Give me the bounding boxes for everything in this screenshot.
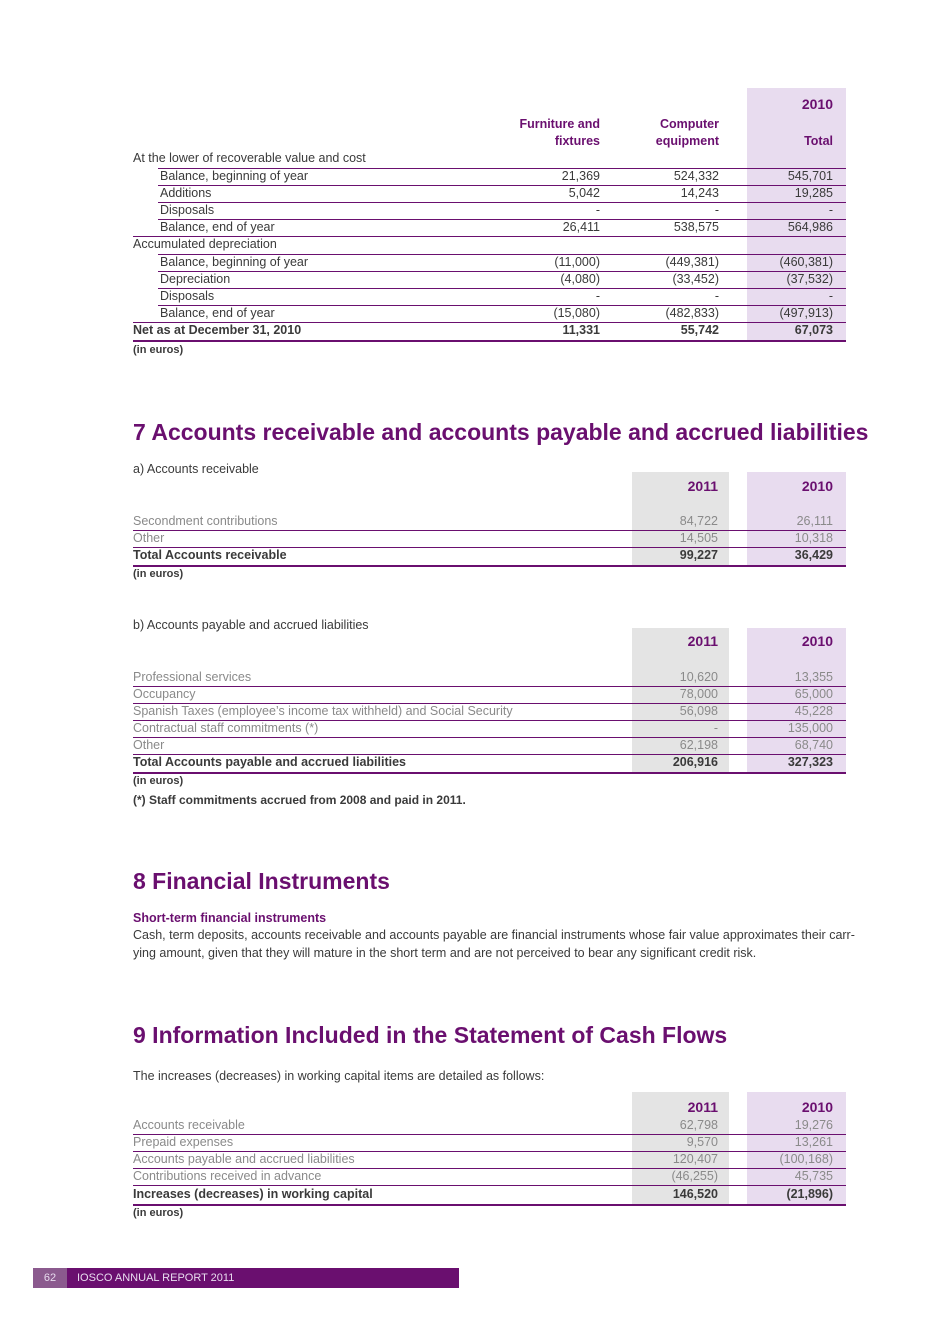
table-row-total [0, 754, 935, 771]
subsection-a-title: a) Accounts receivable [133, 462, 259, 476]
cell-total: (460,381) [779, 255, 833, 269]
row-label: Spanish Taxes (employee’s income tax withheld) and Social Security [133, 704, 513, 718]
row-label: Additions [160, 186, 212, 200]
table-row [0, 185, 935, 202]
cell-computer: 14,243 [680, 186, 719, 200]
row-label: Disposals [160, 289, 215, 303]
col-header-furniture-l2: fixtures [554, 134, 600, 148]
cell-total: 19,285 [794, 186, 833, 200]
cell-2010: 10,318 [794, 531, 833, 545]
cell-2010: 45,228 [794, 704, 833, 718]
year-2011-header: 2011 [687, 1099, 718, 1115]
cell-2011: 84,722 [679, 514, 718, 528]
table-row [0, 219, 935, 236]
table-row [0, 703, 935, 720]
table-row-total [0, 322, 935, 339]
cell-2010: 13,355 [794, 670, 833, 684]
cell-furniture: (11,000) [554, 255, 600, 269]
col-header-computer-l1: Computer [659, 117, 719, 131]
cell-2011: 10,620 [679, 670, 718, 684]
row-label: At the lower of recoverable value and cost [133, 151, 366, 165]
row-label: Accounts payable and accrued liabilities [133, 1152, 355, 1166]
table-row [0, 288, 935, 305]
cell-2010: 36,429 [794, 548, 833, 562]
cell-computer: - [714, 289, 719, 303]
row-label: Other [133, 531, 165, 545]
row-label: Accumulated depreciation [133, 237, 277, 251]
cell-2010: (100,168) [779, 1152, 833, 1166]
cell-furniture: 5,042 [568, 186, 600, 200]
section-8-title: 8 Financial Instruments [133, 868, 390, 894]
cell-total: (497,913) [779, 306, 833, 320]
table-row [0, 1117, 935, 1134]
cell-total: 545,701 [787, 169, 833, 183]
cell-furniture: (4,080) [560, 272, 600, 286]
paragraph-line-1: Cash, term deposits, accounts receivable and accounts payable are financial instruments whose fair value approximates their carr- [133, 928, 855, 942]
cell-furniture: - [595, 289, 600, 303]
cell-2011: 62,198 [679, 738, 718, 752]
table-row [0, 669, 935, 686]
row-label: Professional services [133, 670, 252, 684]
table-row-total [0, 547, 935, 564]
section-9-title: 9 Information Included in the Statement of Cash Flows [133, 1022, 728, 1048]
year-2011-header: 2011 [687, 633, 718, 649]
cell-2011: 78,000 [679, 687, 718, 701]
table-bottom-rule [133, 772, 846, 774]
cell-total: 564,986 [787, 220, 833, 234]
row-label: Increases (decreases) in working capital [133, 1187, 373, 1201]
cell-total: (37,532) [786, 272, 833, 286]
cell-computer: 55,742 [680, 323, 719, 337]
table-row [0, 202, 935, 219]
paragraph-line-2: ying amount, given that they will mature in the short term and are not perceived to bear any significant credit risk. [133, 946, 757, 960]
cell-2011: 9,570 [686, 1135, 718, 1149]
cell-computer: (449,381) [665, 255, 719, 269]
row-label: Contributions received in advance [133, 1169, 322, 1183]
subheading: Short-term financial instruments [133, 911, 327, 925]
cell-2011: (46,255) [671, 1169, 718, 1183]
cell-computer: (33,452) [672, 272, 719, 286]
row-label: Other [133, 738, 165, 752]
table-row [0, 254, 935, 271]
cell-total: 67,073 [794, 323, 833, 337]
cell-computer: (482,833) [665, 306, 719, 320]
cell-2010: 13,261 [794, 1135, 833, 1149]
col-header-total: Total [804, 134, 833, 148]
cell-2010: 68,740 [794, 738, 833, 752]
cell-total: - [828, 203, 833, 217]
table-row-total [0, 1186, 935, 1203]
page-number: 62 [33, 1268, 67, 1288]
year-2010-header: 2010 [801, 633, 833, 649]
section-7-title: 7 Accounts receivable and accounts payable and accrued liabilities [133, 419, 869, 445]
cell-2010: (21,896) [786, 1187, 833, 1201]
cell-2011: - [713, 721, 718, 735]
table-row [0, 150, 935, 167]
row-label: Contractual staff commitments (*) [133, 721, 319, 735]
cell-2011: 14,505 [679, 531, 718, 545]
cell-furniture: 11,331 [562, 323, 600, 337]
cell-furniture: (15,080) [553, 306, 600, 320]
cell-2010: 45,735 [794, 1169, 833, 1183]
cell-computer: - [714, 203, 719, 217]
row-label: Occupancy [133, 687, 196, 701]
table-bottom-rule [133, 340, 846, 342]
cell-computer: 538,575 [673, 220, 719, 234]
table-row [0, 236, 935, 253]
table-bottom-rule [133, 565, 846, 567]
year-2010-header: 2010 [801, 478, 833, 494]
cell-2011: 62,798 [679, 1118, 718, 1132]
cell-2010: 135,000 [787, 721, 833, 735]
table-row [0, 1168, 935, 1185]
footnote: (*) Staff commitments accrued from 2008 and paid in 2011. [133, 793, 466, 807]
col-header-furniture-l1: Furniture and [519, 117, 600, 131]
table-row [0, 737, 935, 754]
unit-note: (in euros) [133, 1207, 184, 1219]
table-row [0, 1151, 935, 1168]
cell-furniture: 21,369 [561, 169, 600, 183]
table-row [0, 305, 935, 322]
table-row [0, 271, 935, 288]
intro-text: The increases (decreases) in working capital items are detailed as follows: [133, 1069, 545, 1083]
report-title: IOSCO ANNUAL REPORT 2011 [77, 1272, 235, 1284]
year-label: 2010 [801, 96, 833, 112]
cell-2011: 99,227 [679, 548, 718, 562]
unit-note: (in euros) [133, 344, 184, 356]
table-bottom-rule [133, 1204, 846, 1206]
cell-2010: 19,276 [794, 1118, 833, 1132]
cell-2011: 206,916 [672, 755, 718, 769]
subsection-b-title: b) Accounts payable and accrued liabilities [133, 618, 369, 632]
row-label: Disposals [160, 203, 215, 217]
row-label: Prepaid expenses [133, 1135, 234, 1149]
row-label: Total Accounts payable and accrued liabilities [133, 755, 406, 769]
col-header-computer-l2: equipment [655, 134, 719, 148]
cell-furniture: 26,411 [562, 220, 600, 234]
year-2010-header: 2010 [801, 1099, 833, 1115]
row-label: Balance, beginning of year [160, 255, 309, 269]
row-label: Secondment contributions [133, 514, 278, 528]
cell-computer: 524,332 [673, 169, 719, 183]
unit-note: (in euros) [133, 775, 184, 787]
row-label: Total Accounts receivable [133, 548, 287, 562]
row-label: Balance, end of year [160, 306, 275, 320]
table-row [0, 530, 935, 547]
row-label: Accounts receivable [133, 1118, 245, 1132]
cell-furniture: - [595, 203, 600, 217]
cell-2011: 120,407 [672, 1152, 718, 1166]
cell-2010: 26,111 [796, 514, 833, 528]
row-label: Depreciation [160, 272, 231, 286]
table-row [0, 513, 935, 530]
row-label: Net as at December 31, 2010 [133, 323, 302, 337]
cell-2011: 56,098 [679, 704, 718, 718]
cell-2010: 327,323 [787, 755, 833, 769]
unit-note: (in euros) [133, 568, 184, 580]
table-row [0, 168, 935, 185]
row-label: Balance, beginning of year [160, 169, 309, 183]
row-label: Balance, end of year [160, 220, 275, 234]
table-row [0, 686, 935, 703]
table-row [0, 1134, 935, 1151]
cell-total: - [828, 289, 833, 303]
cell-2011: 146,520 [672, 1187, 718, 1201]
table-row [0, 720, 935, 737]
year-2011-header: 2011 [687, 478, 718, 494]
cell-2010: 65,000 [794, 687, 833, 701]
